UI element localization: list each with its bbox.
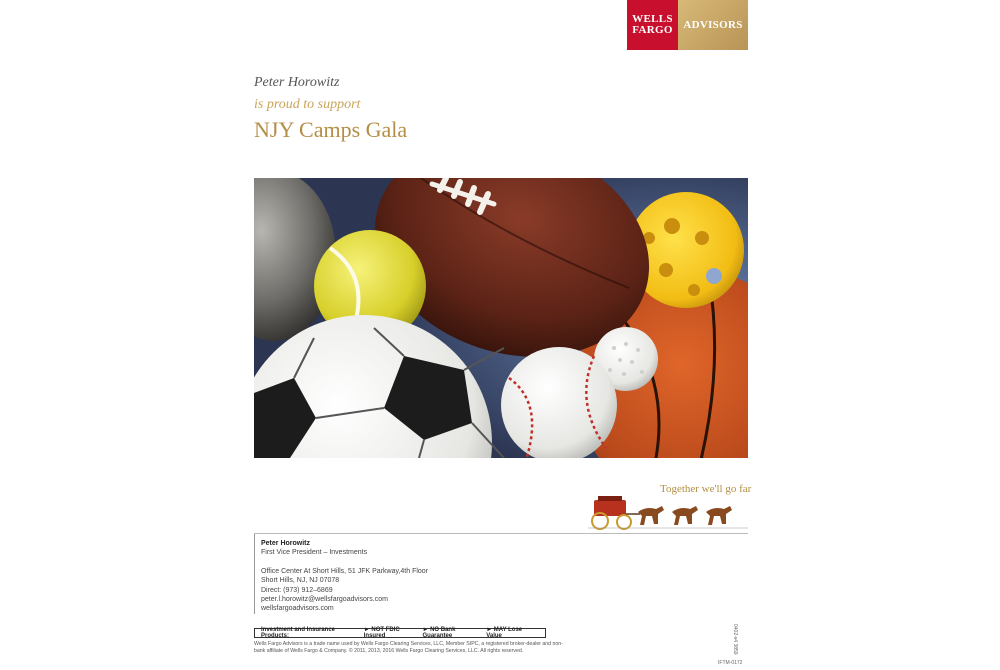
contact-block (254, 534, 501, 614)
product-code: IFTM-0172 (718, 660, 743, 666)
logo-advisors-text: ADVISORS (683, 19, 743, 31)
support-line: is proud to support (254, 97, 361, 112)
vertical-code: 0402-v4 3859 (732, 624, 738, 655)
contact-email[interactable]: peter.l.horowitz@wellsfargoadvisors.com (261, 596, 388, 604)
sponsor-name: Peter Horowitz (254, 75, 340, 90)
disclaimer-guarantee: ► NO Bank Guarantee (422, 627, 456, 639)
headline (254, 74, 407, 144)
disclaimer-products: Investment and Insurance Products: (261, 627, 336, 639)
contact-website[interactable]: wellsfargoadvisors.com (261, 605, 334, 613)
stagecoach-icon (588, 494, 748, 530)
disclaimer-value: ► MAY Lose Value (486, 627, 523, 639)
tagline: Together we'll go far (660, 483, 752, 495)
event-title: NJY Camps Gala (254, 117, 408, 142)
contact-name: Peter Horowitz (261, 540, 311, 547)
contact-position: First Vice President – Investments (261, 549, 368, 557)
contact-phone: Direct: (973) 912–6869 (261, 586, 333, 594)
contact-city: Short Hills, NJ, NJ 07078 (261, 577, 340, 585)
sports-balls-photo (254, 178, 748, 458)
logo-fargo-text: FARGO (632, 24, 673, 36)
logo-red-block (627, 0, 678, 50)
contact-office: Office Center At Short Hills, 51 JFK Parkway,4th Floor (261, 567, 429, 575)
disclaimer-fdic: ► NOT FDIC Insured (363, 627, 400, 639)
legal-text: Wells Fargo Advisors is a trade name used by Wells Fargo Clearing Services, LLC, Member SIPC, a registered broker-dealer and non-bank affiliate of Wells Fargo & Company. © 2011, 2013, 2016 Wells Fargo Clearing Services, LLC. All rights reserved. (254, 641, 563, 654)
logo-advisors-block (678, 0, 748, 50)
logo-wells-text: WELLS (632, 13, 673, 25)
disclaimer-box (254, 628, 546, 638)
wells-fargo-advisors-logo (627, 0, 748, 50)
